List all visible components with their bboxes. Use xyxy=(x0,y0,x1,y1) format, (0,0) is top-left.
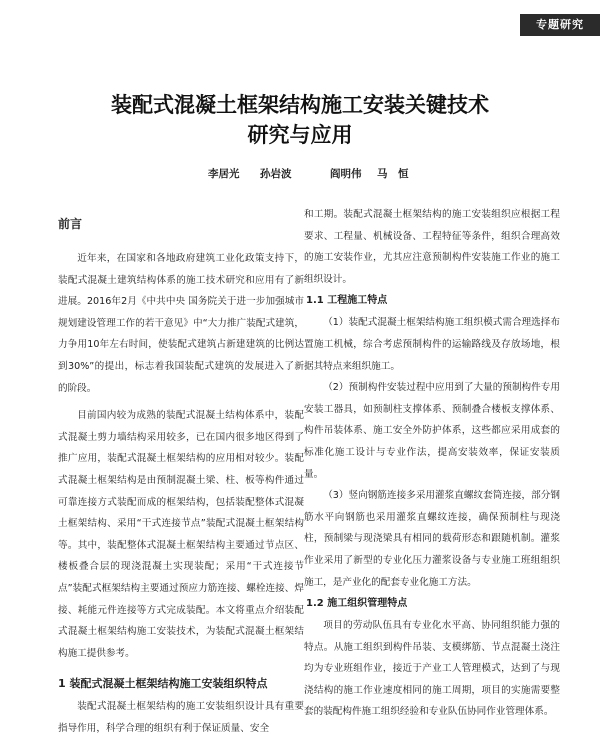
intro-paragraph: 目前国内较为成熟的装配式混凝土结构体系中，装配式混凝土剪力墙结构采用较多，已在国内很多地区得到了推广应用，装配式混凝土框架结构的应用相对较少。装配式混凝土框架结构是由预制混凝土梁、柱、板等构件通过可靠连接方式装配而成的框架结构，包括装配整体式混凝土框架结构、采用“干式连接节点”装配式混凝土框架结构等。其中，装配整体式混凝土框架结构主要通过节点区、楼板叠合层的现浇混凝土实现装配；采用“干式连接节点”装配式框架结构主要通过预应力筋连接、螺栓连接、焊接、耗能元件连接等方式完成装配。本文将重点介绍装配式混凝土框架结构施工安装技术，为装配式混凝土框架结构施工提供参考。 xyxy=(58,410,304,659)
numbered-paragraph: （3）竖向钢筋连接多采用灌浆直螺纹套筒连接，部分钢筋水平向钢筋也采用灌浆直螺纹连接，确保预制柱与现浇柱，预制梁与现浇梁具有相同的载荷形态和跟随机制。灌浆作业采用了新型的专业化压力灌浆设备与专业施工班组组织施工，是产业化的配套专业化施工方法。 xyxy=(304,490,560,588)
left-column xyxy=(58,212,304,739)
column-tag: 专题研究 xyxy=(520,14,600,36)
right-column xyxy=(304,204,560,723)
author-name: 李居光 xyxy=(208,168,240,180)
section-paragraph: 装配式混凝土框架结构的施工安装组织设计具有重要指导作用，科学合理的组织有利于保证质量、安全 xyxy=(58,701,304,734)
numbered-paragraph: （2）预制构件安装过程中应用到了大量的预制构件专用安装工器具，如预制柱支撑体系、预制叠合楼板支撑体系、构件吊装体系、施工安全外防护体系，这些都应采用成套的标准化施工设计与专业作法，提高安装效率，保证安装质量。 xyxy=(304,382,560,480)
author-name: 马 恒 xyxy=(377,168,409,180)
author-name: 孙岩波 xyxy=(260,168,292,180)
section-heading: 1 装配式混凝土框架结构施工安装组织特点 xyxy=(58,677,268,691)
author-name: 阎明伟 xyxy=(330,168,362,180)
article-title-line2: 研究与应用 xyxy=(247,123,353,147)
subsection-heading: 1.1 工程施工特点 xyxy=(306,295,388,307)
continued-paragraph: 和工期。装配式混凝土框架结构的施工安装组织应根据工程要求、工程量、机械设备、工程特征等条件，组织合理高效的施工安装作业，尤其应注意预制构件安装施工作业的施工组织设计。 xyxy=(304,209,560,285)
intro-paragraph: 近年来，在国家和各地政府建筑工业化政策支持下，装配式混凝土建筑结构体系的施工技术研究和应用有了新进展。2016年2月《中共中央 国务院关于进一步加强城市规划建设管理工作的若干意见》中“大力推广装配式建筑，力争用10年左右时间，使装配式建筑占新建建筑的比例达到30%”的提出，标志着我国装配式建筑的发展进入了新的阶段。 xyxy=(58,253,304,394)
article-title: 装配式混凝土框架结构施工安装关键技术 xyxy=(111,93,489,117)
subsection-paragraph: 项目的劳动队伍具有专业化水平高、协同组织能力强的特点。从施工组织到构件吊装、支模绑筋、节点混凝土浇注均为专业班组作业，接近于产业工人管理模式，达到了与现浇结构的施工作业速度相同的施工周期，项目的实施需要整套的装配构件施工组织经验和专业队伍协同作业管理体系。 xyxy=(304,620,560,718)
intro-heading: 前言 xyxy=(58,217,83,231)
numbered-paragraph: （1）装配式混凝土框架结构施工组织模式需合理选择布置施工机械，综合考虑预制构件的运输路线及存放场地，根据其特点来组织施工。 xyxy=(304,317,560,372)
subsection-heading: 1.2 施工组织管理特点 xyxy=(306,598,408,610)
